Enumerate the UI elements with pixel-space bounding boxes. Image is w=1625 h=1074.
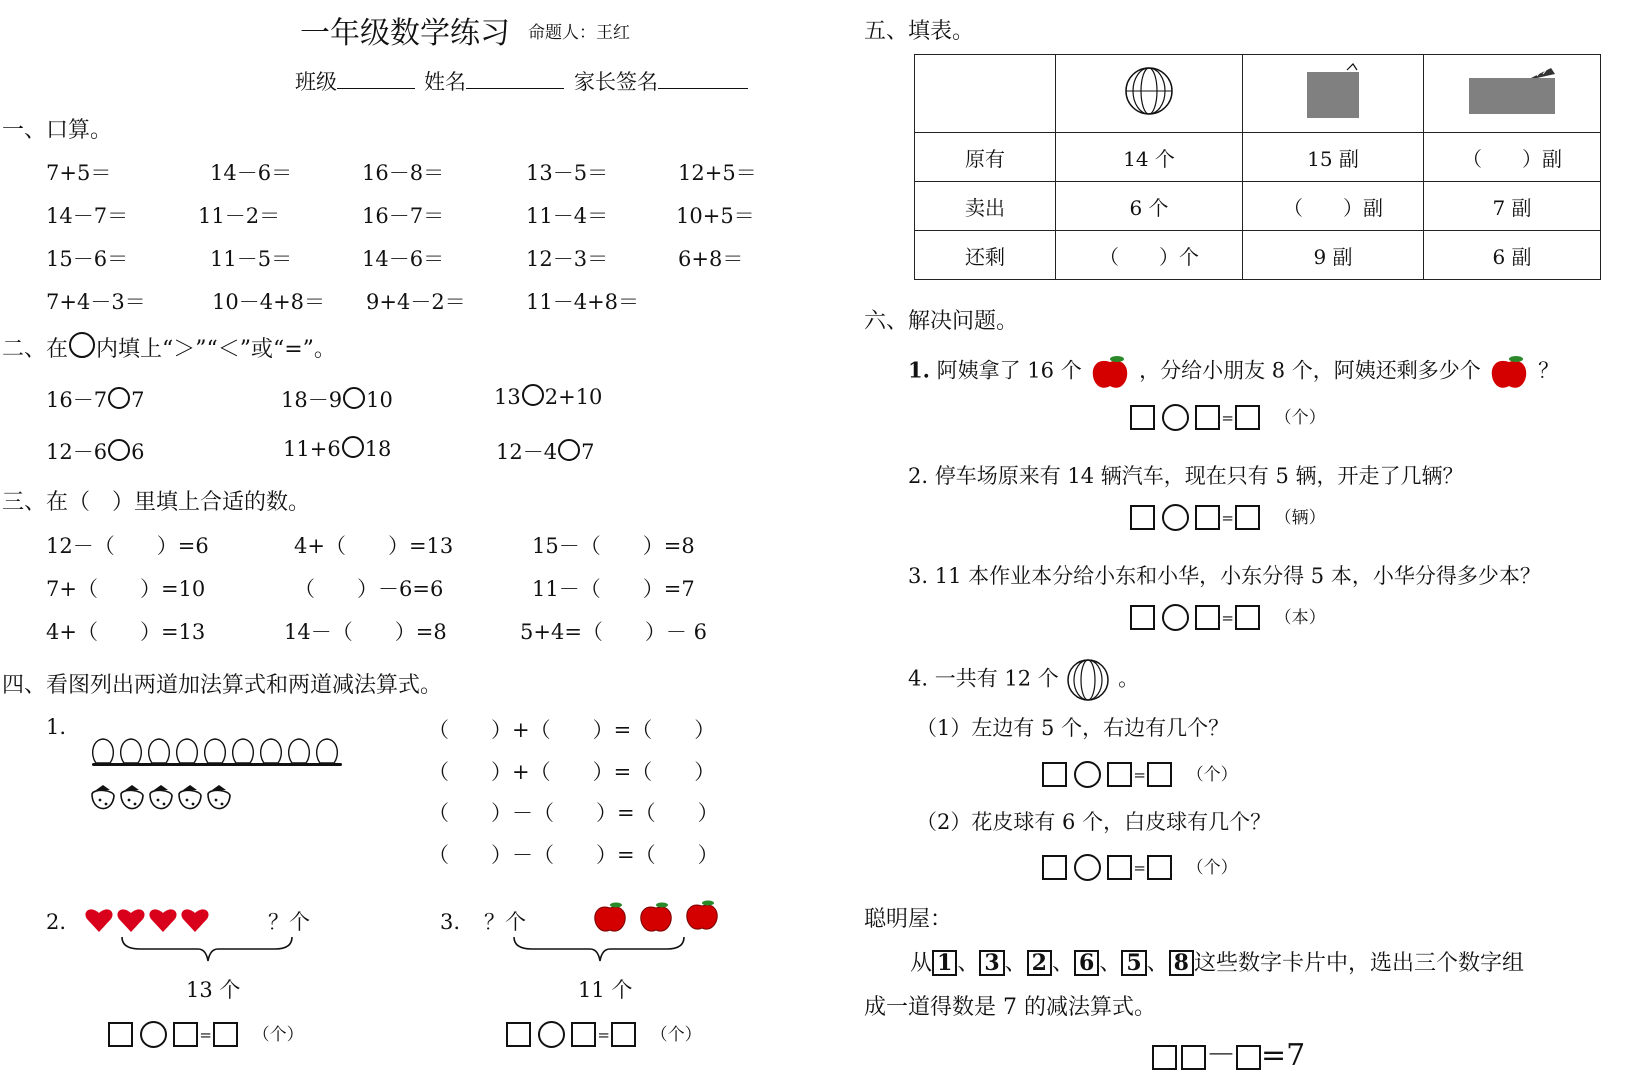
problem-2-question: ？个 (268, 910, 310, 934)
row-label-original: 原有 (915, 133, 1056, 182)
calc-item: 11－4+8＝ (526, 290, 640, 314)
fill-blank-item[interactable]: （ ）－6=6 (294, 577, 444, 601)
unit-label: （个） (1186, 858, 1238, 878)
unit-label: （个） (252, 1025, 304, 1045)
peach-icon (205, 739, 226, 763)
class-label: 班级 (295, 70, 337, 94)
equation-sub-2[interactable]: （ ）－（ ）=（ ） (428, 843, 719, 867)
compare-item: 16－7 7 (46, 388, 145, 412)
question-1-number: 1. (908, 357, 930, 383)
hearts-illustration (84, 906, 214, 934)
answer-boxes-p2: = （个） (108, 1020, 304, 1048)
minus-sign: － (1206, 1038, 1236, 1073)
strawberry-icon (208, 790, 230, 808)
answer-box[interactable] (213, 1022, 238, 1047)
compare-circle[interactable] (108, 387, 130, 409)
author-label: 命题人：王红 (528, 23, 630, 43)
calc-item: 7+4－3＝ (46, 290, 146, 314)
parent-sign-blank[interactable] (658, 68, 748, 89)
question-1 (908, 354, 1559, 390)
smart-house-title: 聪明屋： (864, 907, 953, 932)
fill-blank-item[interactable]: 14－（ ）=8 (284, 620, 447, 644)
calc-item: 16－7＝ (362, 204, 445, 228)
unit-label: （本） (1274, 608, 1326, 628)
calc-item: 11－4＝ (526, 204, 609, 228)
answer-box[interactable] (108, 1022, 133, 1047)
number-card[interactable]: 8 (1169, 950, 1194, 976)
answer-box[interactable] (1181, 1045, 1206, 1070)
compare-item: 12－4 7 (496, 440, 595, 464)
page-title: 一年级数学练习 (300, 16, 510, 51)
answer-box[interactable] (1042, 855, 1067, 880)
answer-box[interactable] (1152, 1045, 1177, 1070)
calc-item: 14－6＝ (362, 247, 445, 271)
answer-box[interactable] (1147, 855, 1172, 880)
calc-item: 10－4+8＝ (212, 290, 326, 314)
compare-item: 11+6 18 (283, 437, 392, 461)
calc-item: 7+5＝ (46, 161, 112, 185)
answer-boxes-q4-1: = （个） (1042, 760, 1238, 788)
answer-boxes-q1: = （个） (1130, 403, 1326, 431)
problem-3-total: 11 个 (578, 978, 633, 1002)
operator-circle[interactable] (538, 1021, 565, 1048)
smart-house-text-1: 从 1 、 3 、 2 、 6 、 5 、 8 这些数字卡片中，选出三个数字组 (910, 950, 1524, 976)
operator-circle[interactable] (1074, 854, 1101, 881)
smart-text-a: 这些数字卡片中，选出三个数字组 (1193, 951, 1524, 976)
question-4 (908, 658, 1139, 702)
number-card[interactable]: 5 (1121, 950, 1146, 976)
strawberry-icon (150, 790, 172, 808)
answer-box[interactable] (1235, 505, 1260, 530)
brace-icon (512, 935, 687, 963)
answer-box[interactable] (1195, 405, 1220, 430)
answer-box[interactable] (1130, 605, 1155, 630)
compare-item: 18－9 10 (281, 388, 393, 412)
unit-label: （个） (650, 1025, 702, 1045)
peach-icon (317, 739, 338, 763)
equation-add-2[interactable]: （ ）+（ ）=（ ） (428, 760, 716, 784)
calc-item: 12+5＝ (678, 161, 757, 185)
problem-3-question: ？个 (484, 910, 526, 934)
answer-box[interactable] (1147, 762, 1172, 787)
answer-boxes-q4-2: = （个） (1042, 853, 1238, 881)
board-header-cell (1243, 55, 1424, 133)
number-card[interactable]: 3 (979, 950, 1004, 976)
calc-item: 9+4－2＝ (366, 290, 466, 314)
unit-label: （个） (1274, 408, 1326, 428)
table-cell: 7 副 (1424, 182, 1601, 231)
calc-item: 6+8＝ (678, 247, 744, 271)
answer-box[interactable] (1235, 405, 1260, 430)
compare-circle[interactable] (342, 436, 364, 458)
clapper-header-cell (1424, 55, 1601, 133)
apple-icon (1088, 354, 1132, 390)
apple-icon (641, 907, 671, 931)
question-4-part-2: （2）花皮球有 6 个，白皮球有几个？ (916, 810, 1272, 834)
compare-circle[interactable] (343, 387, 365, 409)
problem-2-total: 13 个 (186, 978, 241, 1002)
question-3: 3. 11 本作业本分给小东和小华，小东分得 5 本，小华分得多少本？ (908, 564, 1541, 588)
fill-table (914, 54, 1601, 280)
fill-blank-item[interactable]: 12－（ ）=6 (46, 534, 209, 558)
heart-icon (117, 909, 144, 932)
heart-icon (181, 909, 208, 932)
strawberries-illustration (88, 782, 238, 818)
question-4-text-b: 。 (1118, 666, 1140, 691)
question-1-text-b: ，分给小朋友 8 个，阿姨还剩多少个 (1139, 358, 1481, 383)
section-6-title: 六、解决问题。 (864, 309, 1019, 334)
result-text: =7 (1261, 1038, 1306, 1073)
calc-item: 12－3＝ (526, 247, 609, 271)
heart-icon (85, 909, 112, 932)
problem-3-number: 3. (440, 910, 461, 934)
problem-2-number: 2. (46, 910, 67, 934)
answer-box[interactable] (1235, 605, 1260, 630)
strawberry-icon (92, 790, 114, 808)
ball-icon (1065, 658, 1111, 702)
calc-item: 14－6＝ (210, 161, 293, 185)
number-card[interactable]: 6 (1074, 950, 1099, 976)
table-cell-blank[interactable]: （ ）副 (1424, 133, 1601, 182)
answer-box[interactable] (1130, 405, 1155, 430)
answer-box[interactable] (1130, 505, 1155, 530)
apple-icon (595, 907, 625, 931)
fill-blank-item[interactable]: 15－（ ）=8 (532, 534, 695, 558)
unit-label: （个） (1186, 765, 1238, 785)
answer-box[interactable] (611, 1022, 636, 1047)
operator-circle[interactable] (1162, 504, 1189, 531)
operator-circle[interactable] (1162, 404, 1189, 431)
table-cell: 6 个 (1056, 182, 1243, 231)
number-card[interactable]: 1 (932, 950, 957, 976)
answer-box[interactable] (1107, 762, 1132, 787)
answer-box[interactable] (1195, 605, 1220, 630)
calc-item: 14－7＝ (46, 204, 129, 228)
answer-box[interactable] (173, 1022, 198, 1047)
calc-item: 10+5＝ (676, 204, 755, 228)
peach-icon (93, 739, 114, 763)
ball-header-cell (1056, 55, 1243, 133)
answer-box[interactable] (506, 1022, 531, 1047)
compare-item: 12－6 6 (46, 440, 145, 464)
section-3-title: 三、在（ ）里填上合适的数。 (2, 490, 311, 515)
calc-item: 11－5＝ (210, 247, 293, 271)
calc-item: 16－8＝ (362, 161, 445, 185)
equation-sub-1[interactable]: （ ）－（ ）=（ ） (428, 801, 719, 825)
answer-box[interactable] (571, 1022, 596, 1047)
class-field (295, 66, 415, 96)
question-2: 2. 停车场原来有 14 辆汽车，现在只有 5 辆，开走了几辆？ (908, 464, 1464, 488)
table-cell-blank[interactable]: （ ）副 (1243, 182, 1424, 231)
peach-icon (261, 739, 282, 763)
parent-sign-field (574, 66, 748, 96)
answer-boxes-q3: = （本） (1130, 603, 1326, 631)
apple-icon (687, 905, 717, 929)
operator-circle[interactable] (1074, 761, 1101, 788)
fill-blank-item[interactable]: 4+（ ）=13 (294, 534, 454, 558)
smart-house-text-2: 成一道得数是 7 的减法算式。 (864, 995, 1156, 1020)
answer-box[interactable] (1107, 855, 1132, 880)
row-label-sold: 卖出 (915, 182, 1056, 231)
class-blank[interactable] (337, 68, 415, 89)
answer-boxes-p3: = （个） (506, 1020, 702, 1048)
fill-blank-item[interactable]: 7+（ ）=10 (46, 577, 206, 601)
operator-circle[interactable] (1162, 604, 1189, 631)
heart-icon (149, 909, 176, 932)
question-4-part-1: （1）左边有 5 个，右边有几个？ (916, 716, 1230, 740)
strawberry-icon (121, 790, 143, 808)
peaches-illustration (88, 735, 358, 771)
peach-icon (177, 739, 198, 763)
table-cell-blank[interactable]: （ ）个 (1056, 231, 1243, 280)
name-label: 姓名 (424, 70, 466, 94)
smart-answer (1152, 1030, 1305, 1074)
number-card[interactable]: 2 (1027, 950, 1052, 976)
answer-box[interactable] (1042, 762, 1067, 787)
peach-icon (289, 739, 310, 763)
calc-item: 11－2＝ (198, 204, 281, 228)
name-blank[interactable] (466, 68, 564, 89)
fill-blank-item[interactable]: 11－（ ）=7 (532, 577, 695, 601)
clapperboard-icon (1467, 66, 1557, 116)
table-cell: 9 副 (1243, 231, 1424, 280)
problem-1-number: 1. (46, 715, 67, 739)
table-cell: 14 个 (1056, 133, 1243, 182)
section-5-title: 五、填表。 (864, 19, 975, 44)
section-1-title: 一、口算。 (2, 118, 113, 143)
compare-item: 13 2+10 (494, 385, 603, 409)
answer-box[interactable] (1195, 505, 1220, 530)
compare-circle[interactable] (108, 439, 130, 461)
section-2-title (2, 332, 336, 363)
circle-sample-icon (69, 332, 95, 358)
table-cell: 6 副 (1424, 231, 1601, 280)
question-1-text-c: ？ (1538, 358, 1560, 383)
question-4-text-a: 4. 一共有 12 个 (908, 666, 1059, 691)
calc-item: 15－6＝ (46, 247, 129, 271)
smart-intro: 从 (910, 951, 933, 976)
table-cell: 15 副 (1243, 133, 1424, 182)
brace-icon (120, 935, 295, 963)
answer-box[interactable] (1236, 1045, 1261, 1070)
fill-blank-item[interactable]: 4+（ ）=13 (46, 620, 206, 644)
ball-icon (1123, 66, 1175, 116)
apples-illustration (592, 900, 732, 934)
section-4-title: 四、看图列出两道加法算式和两道减法算式。 (2, 673, 443, 698)
peach-icon (149, 739, 170, 763)
answer-boxes-q2: = （辆） (1130, 503, 1326, 531)
section-2-title-post: 内填上“＞”“＜”或“=”。 (96, 337, 336, 362)
compare-circle[interactable] (558, 439, 580, 461)
name-field (424, 66, 564, 96)
section-2-title-pre: 二、在 (2, 337, 69, 362)
unit-label: （辆） (1274, 508, 1326, 528)
question-1-text-a: 阿姨拿了 16 个 (936, 358, 1082, 383)
compare-circle[interactable] (522, 384, 544, 406)
parent-sign-label: 家长签名 (574, 70, 658, 94)
equation-add-1[interactable]: （ ）+（ ）=（ ） (428, 718, 716, 742)
apple-icon (1487, 354, 1531, 390)
peach-icon (233, 739, 254, 763)
fill-blank-item[interactable]: 5+4=（ ）－ 6 (520, 620, 707, 644)
table-corner-cell (915, 55, 1056, 133)
operator-circle[interactable] (140, 1021, 167, 1048)
calc-item: 13－5＝ (526, 161, 609, 185)
board-icon (1303, 62, 1363, 120)
strawberry-icon (179, 790, 201, 808)
peach-icon (121, 739, 142, 763)
row-label-remaining: 还剩 (915, 231, 1056, 280)
